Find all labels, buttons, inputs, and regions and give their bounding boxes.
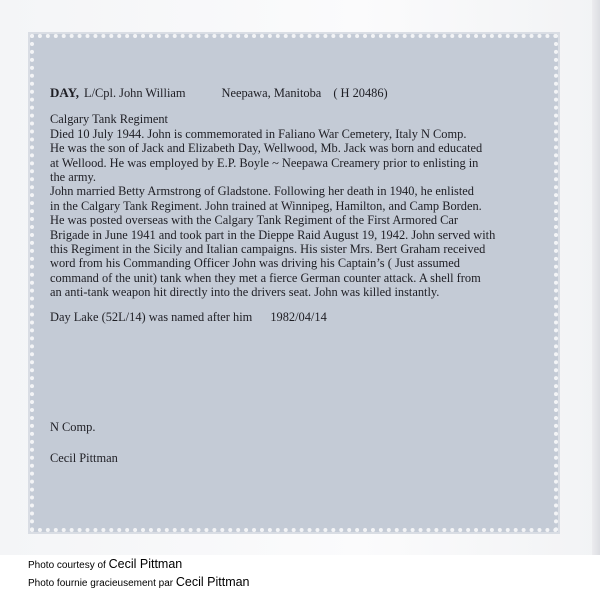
author-signature: Cecil Pittman [50,451,118,465]
lake-dedication [50,310,550,324]
credit-french [28,574,250,592]
lake-date: 1982/04/14 [270,309,327,324]
biography-paragraph-2: John married Betty Armstrong of Gladstone. Following her death in 1940, he enlisted in the Calgary Tank Regiment. John trained at Winnipeg, Hamilton, and Camp Borden. He was posted overseas with the Calgary Tank Regiment of the First Armored Car Brigade in June 1941 and took part in the Dieppe Raid August 19, 1942. John served with this Regiment in the Sicily and Italian campaigns. His sister Mrs. Bert Graham received word from his Commanding Officer John was driving his Captain’s ( Just assumed command of the unit) tank when they met a fierce German counter attack. A shell from an anti-tank weapon hit directly into the drivers seat. John was killed instantly. [50,184,496,300]
lake-text: Day Lake (52L/14) was named after him [50,309,253,324]
record-header [50,86,550,100]
memorial-text [50,86,550,324]
biography-paragraph-1: Died 10 July 1944. John is commemorated in Faliano War Cemetery, Italy N Comp. He was the son of Jack and Elizabeth Day, Wellwood, Mb. Jack was born and educated at Wellood. He was employed by E.P. Boyle ~ Neepawa Creamery prior to enlisting in the army. [50,126,483,185]
credit-french-prefix: Photo fournie gracieusement par [28,578,176,589]
surname: DAY, [50,85,80,100]
photo-credits [28,556,250,592]
credit-english-prefix: Photo courtesy of [28,560,109,571]
comp-note: N Comp. [50,420,96,434]
credit-english [28,556,250,574]
credit-english-name: Cecil Pittman [108,557,183,571]
rank-name: L/Cpl. John William [84,86,186,100]
credit-french-name: Cecil Pittman [175,575,250,589]
service-number: ( H 20486) [333,86,388,100]
regiment: Calgary Tank Regiment [50,112,168,127]
hometown: Neepawa, Manitoba [221,86,322,100]
